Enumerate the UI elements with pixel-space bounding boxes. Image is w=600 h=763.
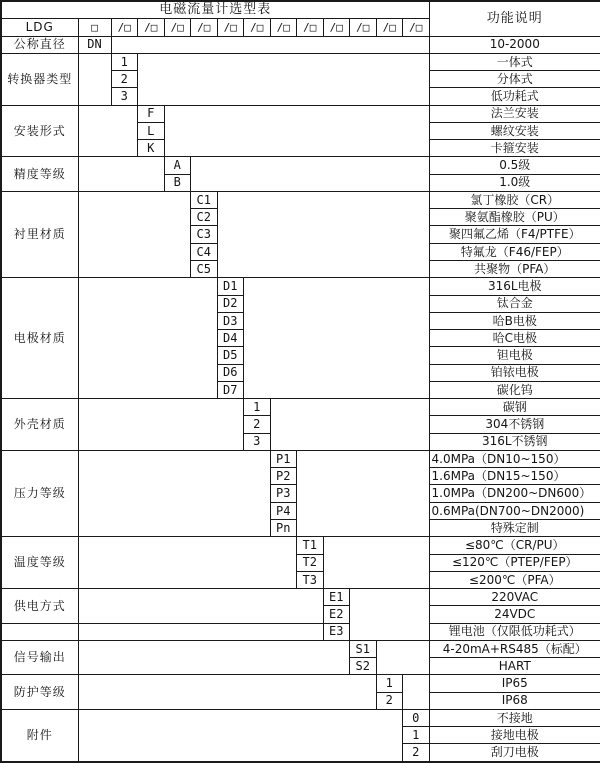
option-code: P1: [270, 450, 297, 467]
left-filler: [78, 709, 403, 761]
option-code: 2: [244, 416, 271, 433]
option-desc: HART: [429, 658, 600, 675]
left-filler: [78, 399, 244, 451]
option-desc: 4.0MPa（DN10~150）: [429, 450, 600, 467]
option-desc: 分体式: [429, 71, 600, 88]
option-row: [1, 709, 600, 726]
section-label: 安装形式: [1, 105, 78, 157]
title-row: [1, 1, 600, 19]
option-desc: 碳化钨: [429, 381, 600, 398]
model-box-slot: /□: [297, 19, 324, 36]
section-label: 精度等级: [1, 157, 78, 192]
model-box-slot: /□: [138, 19, 165, 36]
option-desc: 螺纹安装: [429, 122, 600, 139]
option-code: P4: [270, 502, 297, 519]
option-code: 0: [403, 709, 430, 726]
right-filler: [376, 640, 429, 675]
option-desc: ≤80℃（CR/PU）: [429, 537, 600, 554]
model-box-slot: /□: [191, 19, 218, 36]
model-prefix: LDG: [1, 19, 78, 36]
left-filler: [78, 537, 297, 589]
option-desc: 法兰安装: [429, 105, 600, 122]
option-desc: 共聚物（PFA）: [429, 260, 600, 277]
option-desc: 0.5级: [429, 157, 600, 174]
option-desc: 220VAC: [429, 589, 600, 606]
option-code: 1: [376, 675, 403, 692]
left-filler: [78, 640, 350, 675]
option-desc: IP65: [429, 675, 600, 692]
option-desc: 316L不锈钢: [429, 433, 600, 450]
section-label: 附件: [1, 709, 78, 761]
option-row: [1, 675, 600, 692]
option-code: C3: [191, 226, 218, 243]
option-desc: 特殊定制: [429, 519, 600, 536]
model-box-slot: /□: [350, 19, 377, 36]
option-desc: 特氟龙（F46/FEP）: [429, 243, 600, 260]
option-code: F: [138, 105, 165, 122]
option-row: [1, 537, 600, 554]
option-desc: 聚氨酯橡胶（PU）: [429, 209, 600, 226]
model-box-slot: /□: [403, 19, 430, 36]
option-code: E2: [323, 606, 350, 623]
option-desc: IP68: [429, 692, 600, 709]
option-code: E1: [323, 589, 350, 606]
option-code: Pn: [270, 519, 297, 536]
option-desc: 刮刀电极: [429, 744, 600, 762]
option-code: T3: [297, 571, 324, 588]
option-code: B: [164, 174, 191, 191]
option-desc: 钛合金: [429, 295, 600, 312]
model-box-slot: /□: [111, 19, 138, 36]
option-desc: 316L电极: [429, 278, 600, 295]
option-code: E3: [323, 623, 350, 640]
option-desc: 氯丁橡胶（CR）: [429, 191, 600, 208]
left-filler: [78, 191, 191, 277]
option-code: C2: [191, 209, 218, 226]
right-filler: [270, 399, 429, 451]
model-box-slot: □: [78, 19, 111, 36]
option-code: D2: [217, 295, 244, 312]
option-desc: 1.0级: [429, 174, 600, 191]
right-filler: [164, 105, 429, 157]
left-filler: [78, 675, 376, 710]
option-row: [1, 623, 600, 640]
left-filler: [78, 53, 111, 105]
right-filler: [111, 36, 429, 53]
section-label: 温度等级: [1, 537, 78, 589]
option-code: 3: [244, 433, 271, 450]
option-code: 2: [111, 71, 138, 88]
option-desc: 4-20mA+RS485（标配）: [429, 640, 600, 657]
option-row: [1, 278, 600, 295]
option-code: S2: [350, 658, 377, 675]
table-title: 电磁流量计选型表: [1, 1, 429, 19]
right-filler: [297, 450, 430, 536]
section-label: 衬里材质: [1, 191, 78, 277]
option-desc: 24VDC: [429, 606, 600, 623]
section-label: 转换器类型: [1, 53, 78, 105]
right-filler: [217, 191, 429, 277]
model-box-slot: /□: [164, 19, 191, 36]
model-box-slot: /□: [323, 19, 350, 36]
option-desc: 哈C电极: [429, 330, 600, 347]
section-label: 外壳材质: [1, 399, 78, 451]
option-code: D7: [217, 381, 244, 398]
option-row: [1, 191, 600, 208]
option-desc: 卡箍安装: [429, 140, 600, 157]
option-desc: 锂电池（仅限低功耗式）: [429, 623, 600, 640]
option-desc: 10-2000: [429, 36, 600, 53]
section-label: 公称直径: [1, 36, 78, 53]
option-code: 1: [244, 399, 271, 416]
left-filler: [78, 105, 138, 157]
right-filler: [244, 278, 430, 399]
option-row: [1, 53, 600, 70]
option-code: D4: [217, 330, 244, 347]
option-code: 1: [111, 53, 138, 70]
option-code: 1: [403, 727, 430, 744]
option-desc: 1.6MPa（DN15~150）: [429, 468, 600, 485]
option-code: D3: [217, 312, 244, 329]
model-box-slot: /□: [270, 19, 297, 36]
option-row: [1, 157, 600, 174]
option-code: P2: [270, 468, 297, 485]
option-desc: 一体式: [429, 53, 600, 70]
option-desc: 0.6MPa(DN700~DN2000): [429, 502, 600, 519]
right-filler: [191, 157, 430, 192]
section-label: 防护等级: [1, 675, 78, 710]
option-code: 3: [111, 88, 138, 105]
option-code: 2: [403, 744, 430, 762]
left-filler: [78, 623, 323, 640]
right-filler: [323, 537, 429, 589]
option-code: C1: [191, 191, 218, 208]
left-filler: [78, 450, 270, 536]
section-label: 信号输出: [1, 640, 78, 675]
model-box-slot: /□: [244, 19, 271, 36]
option-desc: 不接地: [429, 709, 600, 726]
option-code: D1: [217, 278, 244, 295]
option-row: [1, 36, 600, 53]
option-row: [1, 450, 600, 467]
option-code: K: [138, 140, 165, 157]
option-desc: 钽电极: [429, 347, 600, 364]
option-code: A: [164, 157, 191, 174]
option-desc: 接地电极: [429, 727, 600, 744]
option-code: T1: [297, 537, 324, 554]
option-code: D5: [217, 347, 244, 364]
left-filler: [78, 589, 323, 624]
option-row: [1, 105, 600, 122]
option-code: C4: [191, 243, 218, 260]
option-row: [1, 589, 600, 606]
option-code: DN: [78, 36, 111, 53]
right-filler: [138, 53, 430, 105]
section-label-empty: [1, 623, 78, 640]
option-row: [1, 399, 600, 416]
section-label: 压力等级: [1, 450, 78, 536]
option-desc: 碳钢: [429, 399, 600, 416]
left-filler: [78, 157, 164, 192]
option-code: D6: [217, 364, 244, 381]
option-code: S1: [350, 640, 377, 657]
right-filler: [350, 589, 430, 641]
option-desc: 低功耗式: [429, 88, 600, 105]
option-code: C5: [191, 260, 218, 277]
option-code: T2: [297, 554, 324, 571]
option-desc: ≤120℃（PTEP/FEP）: [429, 554, 600, 571]
section-label: 电极材质: [1, 278, 78, 399]
option-code: L: [138, 122, 165, 139]
function-column-header: 功能说明: [429, 1, 600, 36]
option-desc: 304不锈钢: [429, 416, 600, 433]
option-code: P3: [270, 485, 297, 502]
option-desc: 哈B电极: [429, 312, 600, 329]
option-desc: 铂铱电极: [429, 364, 600, 381]
option-desc: 聚四氟乙烯（F4/PTFE）: [429, 226, 600, 243]
right-filler: [403, 675, 430, 710]
section-label: 供电方式: [1, 589, 78, 624]
left-filler: [78, 278, 217, 399]
option-desc: ≤200℃（PFA）: [429, 571, 600, 588]
option-desc: 1.0MPa（DN200~DN600）: [429, 485, 600, 502]
model-box-slot: /□: [217, 19, 244, 36]
model-box-slot: /□: [376, 19, 403, 36]
option-code: 2: [376, 692, 403, 709]
option-row: [1, 640, 600, 657]
